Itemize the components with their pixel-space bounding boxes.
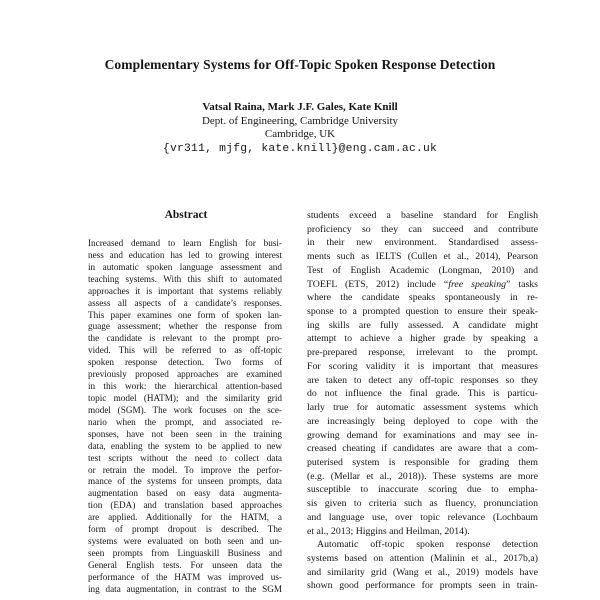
text-run: augmentation based on easy data augmenta- xyxy=(88,488,282,499)
text-line xyxy=(88,476,282,488)
text-line xyxy=(307,442,538,456)
text-run: approaches it is important that systems reliably xyxy=(88,285,282,296)
text-line xyxy=(307,387,538,401)
text-run: pre-prepared response, irrelevant to the prompt. xyxy=(307,347,538,359)
text-run: susceptible to inaccurate scoring due to empha- xyxy=(307,484,538,496)
text-run: This paper examines one form of spoken lan- xyxy=(88,309,282,320)
text-line xyxy=(307,429,538,443)
author-names: Vatsal Raina, Mark J.F. Gales, Kate Knill xyxy=(202,101,398,113)
text-line xyxy=(88,238,282,250)
text-line xyxy=(88,405,282,417)
text-run: data, enabling the system to be applied to new xyxy=(88,440,282,451)
text-line xyxy=(88,560,282,572)
author-emails: {vr311, mjfg, kate.knill}@eng.cam.ac.uk xyxy=(162,142,438,155)
text-run: are increasingly being deployed to cope with the xyxy=(307,415,538,427)
text-run: systems were evaluated on both seen and un- xyxy=(88,536,282,547)
text-line xyxy=(88,357,282,369)
text-run: ” tasks xyxy=(506,278,538,290)
text-run: spoken response detection. Two forms of xyxy=(88,357,282,368)
text-line xyxy=(307,456,538,470)
paper-title: Complementary Systems for Off-Topic Spoken Response Detection xyxy=(104,57,496,72)
text-run: For scoring validity it is important that measures xyxy=(307,360,538,372)
text-line xyxy=(88,548,282,560)
text-line xyxy=(88,500,282,512)
text-run: in their new environment. Standardised assess- xyxy=(307,237,538,249)
text-line xyxy=(88,536,282,548)
text-run: guage assessment; whether the response from xyxy=(88,321,282,332)
text-run: ments such as IELTS (Cullen et al., 2014), Pearson xyxy=(307,251,538,263)
text-run: are applied. Additionally for the HATM, a xyxy=(88,512,282,523)
text-run: seen prompts from Linguaskill Business and xyxy=(88,547,282,558)
text-line xyxy=(307,470,538,484)
text-run: creased cheating if candidates are aware that a com- xyxy=(307,443,538,455)
text-run: topic model (HATM); and the similarity grid xyxy=(88,392,282,403)
text-run: tion (EDA) and translation based approaches xyxy=(88,500,282,511)
text-run: where the candidate speaks spontaneously in re- xyxy=(307,292,538,304)
text-line xyxy=(307,291,538,305)
text-run: et al., 2013; Higgins and Heilman, 2014). xyxy=(307,525,470,537)
text-line xyxy=(88,381,282,393)
text-run: and similarity grid (Wang et al., 2019) models have xyxy=(307,566,538,578)
text-run: and language use, over topic relevance (Lochbaum xyxy=(307,511,538,523)
text-line xyxy=(307,346,538,360)
text-line xyxy=(88,262,282,274)
text-line xyxy=(88,488,282,500)
text-run: sponses, have not been seen in the training xyxy=(88,428,282,439)
text-line xyxy=(307,360,538,374)
text-run: form of prompt dropout is described. The xyxy=(88,524,282,535)
text-line xyxy=(88,524,282,536)
text-line xyxy=(307,566,538,580)
text-line xyxy=(88,310,282,322)
right-column-introduction-text xyxy=(307,209,538,593)
text-run: ing skills are fully assessed. A candidate might xyxy=(307,319,538,331)
text-line xyxy=(307,223,538,237)
text-run: mance of the systems for unseen prompts, data xyxy=(88,476,282,487)
text-line xyxy=(88,441,282,453)
text-line xyxy=(88,369,282,381)
text-line xyxy=(88,321,282,333)
text-line xyxy=(88,250,282,262)
text-run: teaching systems. With this shift to automated xyxy=(88,273,282,284)
text-line xyxy=(88,393,282,405)
text-run: growing demand for examinations and may see in- xyxy=(307,429,538,441)
text-line xyxy=(88,417,282,429)
text-run: previously proposed approaches are examined xyxy=(88,369,282,380)
text-line xyxy=(88,333,282,345)
text-run: proficiency so they can succeed and contribute xyxy=(307,223,538,235)
text-run: ness and education has led to growing interest xyxy=(88,249,282,260)
text-line xyxy=(307,497,538,511)
text-run: TOEFL (ETS, 2012) include “ xyxy=(307,278,449,290)
text-run: test scripts without the need to collect data xyxy=(88,452,282,463)
text-run: sponse to a prompted question to ensure their speak- xyxy=(307,306,538,318)
text-line xyxy=(307,374,538,388)
text-run: shown good performance for prompts seen in train- xyxy=(307,580,538,592)
text-line xyxy=(307,415,538,429)
text-line xyxy=(88,465,282,477)
text-line xyxy=(307,305,538,319)
text-run: do not influence the final grade. This is particu- xyxy=(307,388,538,400)
affiliation-city: Cambridge, UK xyxy=(264,128,336,140)
italic-text: free speaking xyxy=(448,278,506,290)
text-run: performance of the HATM was improved us- xyxy=(88,571,282,582)
text-run: vided. This will be referred to as off-topic xyxy=(88,345,282,356)
text-line xyxy=(307,236,538,250)
abstract-text xyxy=(88,238,282,596)
text-line xyxy=(88,584,282,596)
text-run: Increased demand to learn English for busi- xyxy=(88,238,282,248)
text-line xyxy=(307,511,538,525)
text-line xyxy=(307,525,538,539)
text-run: or retrain the model. To improve the perfor- xyxy=(88,464,282,475)
text-line xyxy=(307,209,538,223)
text-run: in automatic spoken language assessment and xyxy=(88,261,282,272)
text-run: attempt to achieve a higher grade by speaking a xyxy=(307,333,538,345)
text-line xyxy=(307,579,538,593)
left-column xyxy=(77,209,295,596)
text-run: Automatic off-topic spoken response detection xyxy=(317,539,538,551)
text-run: the candidate is relevant to the prompt pro- xyxy=(88,333,282,344)
text-line xyxy=(307,264,538,278)
text-line xyxy=(88,453,282,465)
text-run: students exceed a baseline standard for English xyxy=(307,210,538,221)
text-line xyxy=(88,429,282,441)
text-run: model (SGM). The work focuses on the sce- xyxy=(88,404,282,415)
text-run: in this work: the hierarchical attention-based xyxy=(88,381,282,392)
text-run: ing data augmentation, in contrast to the SGM xyxy=(88,583,282,594)
text-line xyxy=(307,250,538,264)
text-run: puterised system is responsible for grading them xyxy=(307,456,538,468)
text-line xyxy=(307,401,538,415)
text-line xyxy=(307,538,538,552)
text-run: larly true for automatic assessment systems which xyxy=(307,402,538,414)
text-line xyxy=(307,332,538,346)
text-run: systems based on attention (Malinin et al., 2017b,a) xyxy=(307,552,538,564)
text-run: Test of English Academic (Longman, 2010) and xyxy=(307,264,538,276)
text-run: assess all aspects of a candidate’s responses. xyxy=(88,297,282,308)
text-line xyxy=(307,483,538,497)
text-run: nario when the prompt, and associated re- xyxy=(88,416,282,427)
abstract-heading: Abstract xyxy=(164,209,208,221)
text-line xyxy=(307,552,538,566)
text-line xyxy=(88,512,282,524)
text-run: (e.g. (Mellar et al., 2018)). These systems are more xyxy=(307,470,538,482)
text-line xyxy=(88,274,282,286)
text-line xyxy=(307,278,538,292)
author-block xyxy=(0,101,600,156)
affiliation-department: Dept. of Engineering, Cambridge University xyxy=(201,114,399,127)
text-line xyxy=(88,345,282,357)
text-run: sis given to criteria such as fluency, pronunciation xyxy=(307,498,538,510)
text-run: are taken to detect any off-topic responses so they xyxy=(307,374,538,386)
text-line xyxy=(88,298,282,310)
text-line xyxy=(88,572,282,584)
text-line xyxy=(88,286,282,298)
text-run: General English tests. For unseen data the xyxy=(88,559,282,570)
text-line xyxy=(307,319,538,333)
